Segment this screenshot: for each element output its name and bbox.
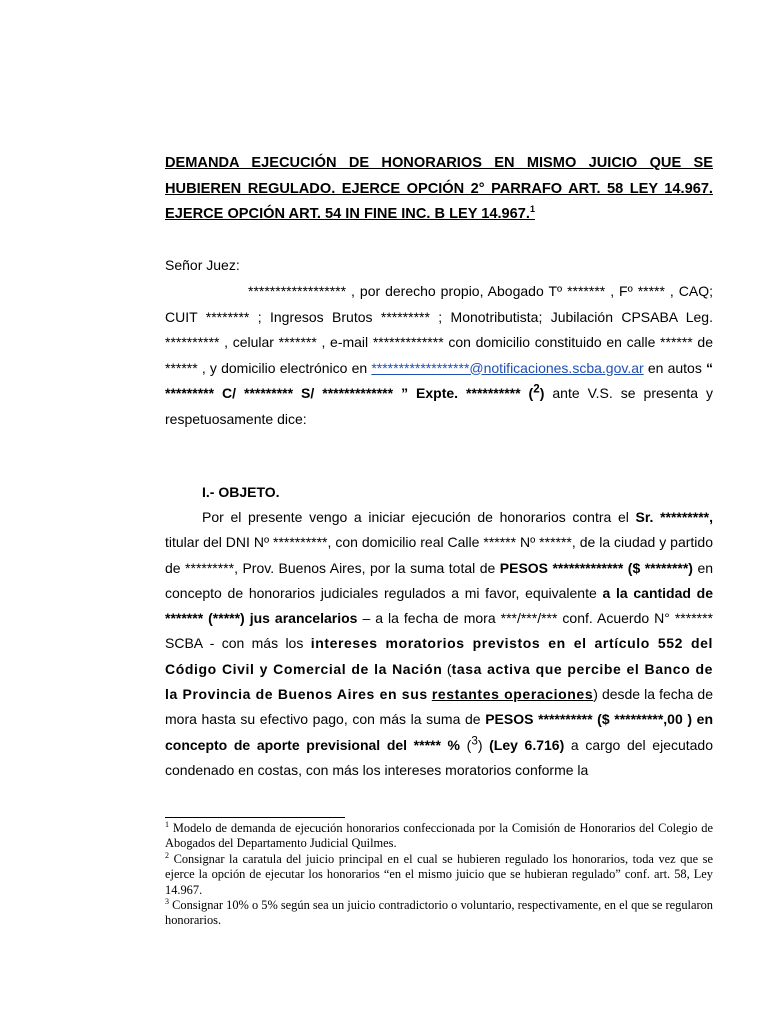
section-heading: I.- OBJETO. — [202, 484, 280, 500]
footnotes — [165, 821, 713, 929]
document-title — [165, 151, 713, 228]
title-text: DEMANDA EJECUCIÓN DE HONORARIOS EN MISMO JUICIO QUE SE HUBIEREN REGULADO. EJERCE OPCIÓN 2° PARRAFO ART. 58 LEY 14.967. EJERCE OPCIÓN ART. 54 IN FINE INC. B LEY 14.967. — [165, 155, 713, 222]
intro-paragraph: ****************** , por derecho propio, Abogado Tº ******* , Fº ***** , CAQ; CUIT ******** ; Ingresos Brutos ********* ; Monotributista; Jubilación CPSABA Leg. ********** , celular ******* , e-mail ************* con domicilio constituido en calle ****** de ****** , y domicilio electrónico en ******************@notificaciones.scba.gov.ar en autos “ ********* C/ ********* S/ ************* ” Expte. ********** ($^2$) ante V.S. se presenta y respetuosamente dice: — [165, 283, 714, 427]
footnote-3: $^3$ Consignar 10% o 5% según sea un juicio contradictorio o voluntario, respectivamente, en el que se regularon honorarios. — [165, 896, 714, 928]
object-paragraph: Por el presente vengo a iniciar ejecución de honorarios contra el Sr. *********, titular del DNI Nº **********, con domicilio real Calle ****** Nº ******, de la ciudad y partido de *********, Prov. Buenos Aires, por la suma total de PESOS ************* ($ ********) en concepto de honorarios judiciales regulados a mi favor, equivalente a la cantidad de ******* (*****) jus arancelarios – a la fecha de mora ***/***/*** conf. Acuerdo N° ******* SCBA - con más los intereses moratorios previstos en el artículo 552 del Código Civil y Comercial de la Nación (tasa activa que percibe el Banco de la Provincia de Buenos Aires en sus restantes operaciones) desde la fecha de mora hasta su efectivo pago, con más la suma de PESOS ********** ($ *********,00 ) en concepto de aporte previsional del ***** % ($^3$) (Ley 6.716) a cargo del ejecutado condenado en costas, con más los intereses moratorios conforme la — [165, 509, 714, 778]
footnote-separator — [165, 817, 345, 818]
footnote-ref-3[interactable]: 3 — [471, 734, 478, 748]
email-link[interactable]: ******************@notificaciones.scba.gov.ar — [371, 359, 644, 376]
footnote-1: $^1$ Modelo de demanda de ejecución honorarios confeccionada por la Comisión de Honorarios del Colegio de Abogados del Departamento Judicial Quilmes. — [165, 819, 713, 851]
footnote-ref-1[interactable]: 1 — [529, 204, 535, 215]
footnote-ref-2[interactable]: 2 — [533, 382, 540, 396]
autos-caption: “ ********* C/ ********* S/ ************* ” Expte. ********** — [165, 359, 714, 401]
salutation: Señor Juez: — [165, 257, 240, 273]
footnote-2: $^2$ Consignar la caratula del juicio principal en el cual se hubieren regulado los honorarios, toda vez que se ejerce la opción de ejecutar los honorarios “en el mismo juicio que se hubieran regulado” conf. art. 58, Ley 14.967. — [165, 850, 713, 897]
